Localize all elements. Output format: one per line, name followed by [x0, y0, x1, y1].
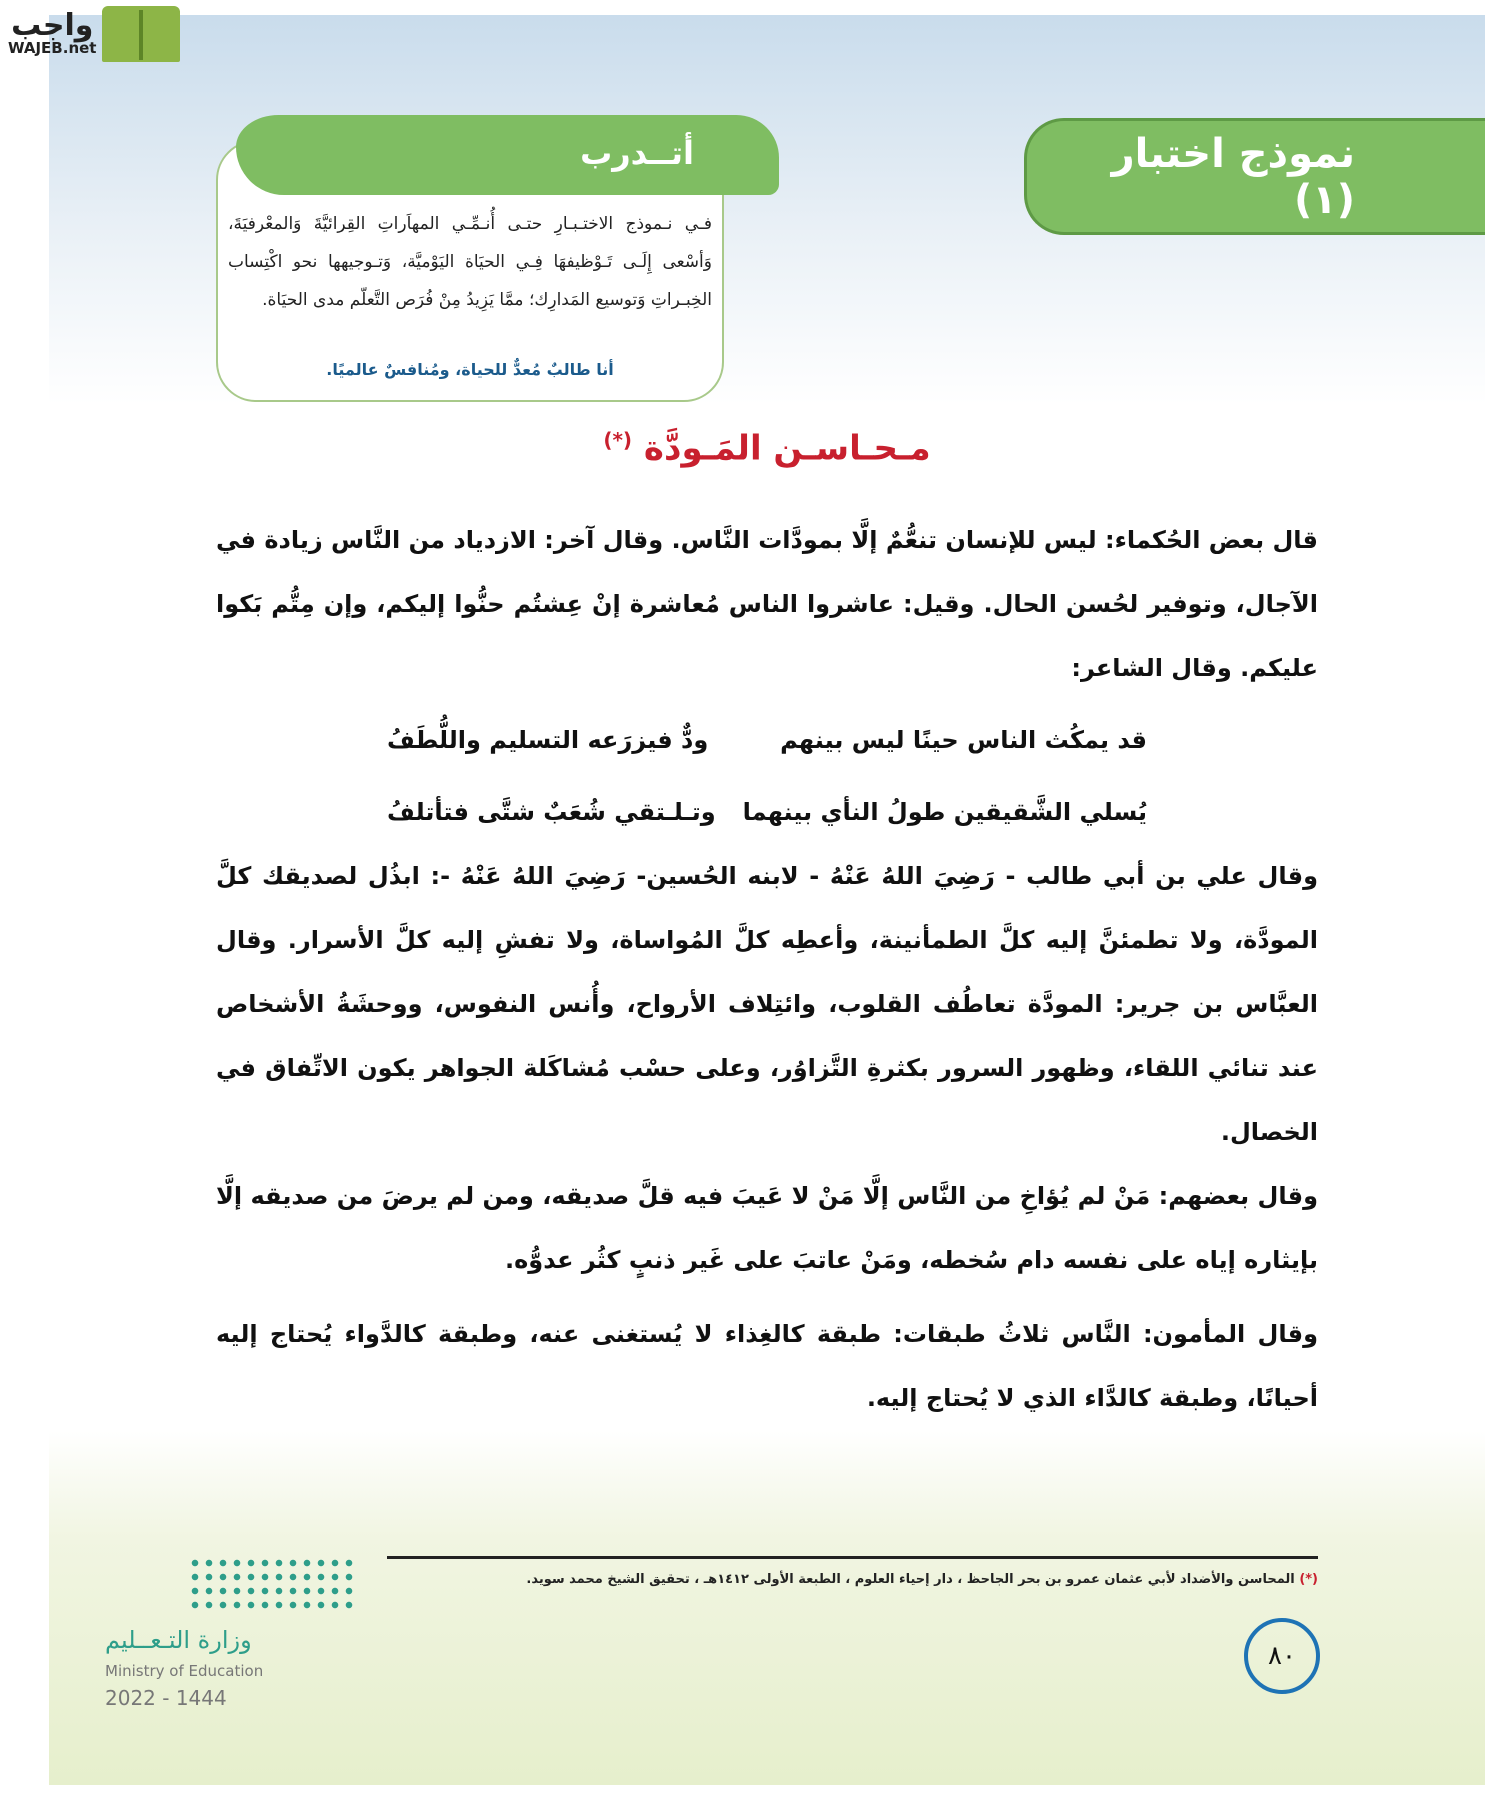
practice-tab: أتــدرب [236, 115, 779, 195]
book-icon [102, 6, 180, 62]
paragraph-3: وقال بعضهم: مَنْ لم يُؤاخِ من النَّاس إلَّا مَنْ لا عَيبَ فيه قلَّ صديقه، ومن لم يرضَ من صديقه إلَّا بإيثاره إياه على نفسه دام سُخطه، ومَنْ عاتبَ على غَير ذنبٍ كثُر عدوُّه. [216, 1182, 1318, 1274]
footnote [387, 1572, 1318, 1587]
verse-2 [387, 780, 1147, 844]
paragraph-4: وقال المأمون: النَّاس ثلاثُ طبقات: طبقة كالغِذاء لا يُستغنى عنه، وطبقة كالدَّواء يُحتاج إليه أحيانًا، وطبقة كالدَّاء الذي لا يُحتاج إليه. [216, 1320, 1318, 1412]
footnote-divider [387, 1556, 1318, 1559]
title-text: مـحـاسـن المَـودَّة [643, 428, 931, 469]
verse-1-first: قد يمكُث الناس حينًا ليس بينهم [780, 726, 1147, 754]
verse-2-first: يُسلي الشَّقيقين طولُ النأي بينهما [742, 798, 1147, 826]
ministry-name-en: Ministry of Education [105, 1662, 264, 1680]
wajeb-ar: واجب [11, 8, 94, 43]
practice-text: فـي نـموذج الاختـبـارِ حتـى أُنـمِّـي المهاَراتِ القِرائيَّةَ وَالمعْرفيَةَ، وَأسْعى إِلَـى تَـوْظيفهَا فِـي الحيَاة اليَوْميَّة، وَتـوجيهها نحو اكْتِساب الخِبـراتِ وَتوسيع المَدارِك؛ ممَّا يَزِيدُ مِنْ فُرَص التَّعلّم مدى الحيَاة. [228, 214, 712, 310]
footnote-mark: (*) [1299, 1572, 1318, 1587]
page-number: ٨٠ [1244, 1618, 1320, 1694]
page-header [1024, 118, 1485, 235]
header-title: نموذج اختبار (١) [1111, 130, 1355, 223]
ministry-name-ar: وزارة التـعــليم [105, 1626, 252, 1654]
ministry-logo-icon [188, 1556, 356, 1612]
verse-2-second: وتـلـتقي شُعَبٌ شتَّى فتأتلفُ [387, 798, 716, 826]
paragraph-1: قال بعض الحُكماء: ليس للإنسان تنعُّمٌ إلَّا بمودَّات النَّاس. وقال آخر: الازدياد من النَّاس زيادة في الآجال، وتوفير لحُسن الحال. وقيل: عاشروا الناس مُعاشرة إنْ عِشتُم حنُّوا إليكم، وإن مِتُّم بَكوا عليكم. وقال الشاعر: [216, 526, 1318, 682]
practice-motto: أنا طالبٌ مُعدٌّ للحياة، ومُنافسٌ عالميًا. [326, 360, 614, 379]
article-title [216, 428, 1318, 468]
wajeb-en: WAJEB.net [8, 39, 97, 57]
footnote-text: المحاسن والأضداد لأبي عثمان عمرو بن بحر الجاحظ ، دار إحياء العلوم ، الطبعة الأولى ١٤١٢هـ ، تحقيق الشيخ محمد سويد. [526, 1572, 1295, 1587]
ministry-year: 2022 - 1444 [105, 1686, 227, 1710]
wajeb-logo [8, 6, 180, 62]
verse-1-second: ودٌّ فيزرَعه التسليم واللُّطَفُ [387, 726, 709, 754]
paragraph-2: وقال علي بن أبي طالب - رَضِيَ اللهُ عَنْهُ - لابنه الحُسين- رَضِيَ اللهُ عَنْهُ -: ابذُل لصديقك كلَّ المودَّة، ولا تطمئنَّ إليه كلَّ الطمأنينة، وأعطِه كلَّ المُواساة، ولا تفشِ إليه كلَّ الأسرار. وقال العبَّاس بن جرير: المودَّة تعاطُف القلوب، وائتِلاف الأرواح، وأُنس النفوس، ووحشَةُ الأشخاص عند تنائي اللقاء، وظهور السرور بكثرةِ التَّزاوُر، وعلى حسْب مُشاكَلة الجواهر يكون الاتِّفاق في الخصال. [216, 862, 1318, 1146]
verse-1 [387, 708, 1147, 772]
article-body [216, 508, 1318, 1430]
title-footnote-mark: (*) [603, 428, 633, 452]
